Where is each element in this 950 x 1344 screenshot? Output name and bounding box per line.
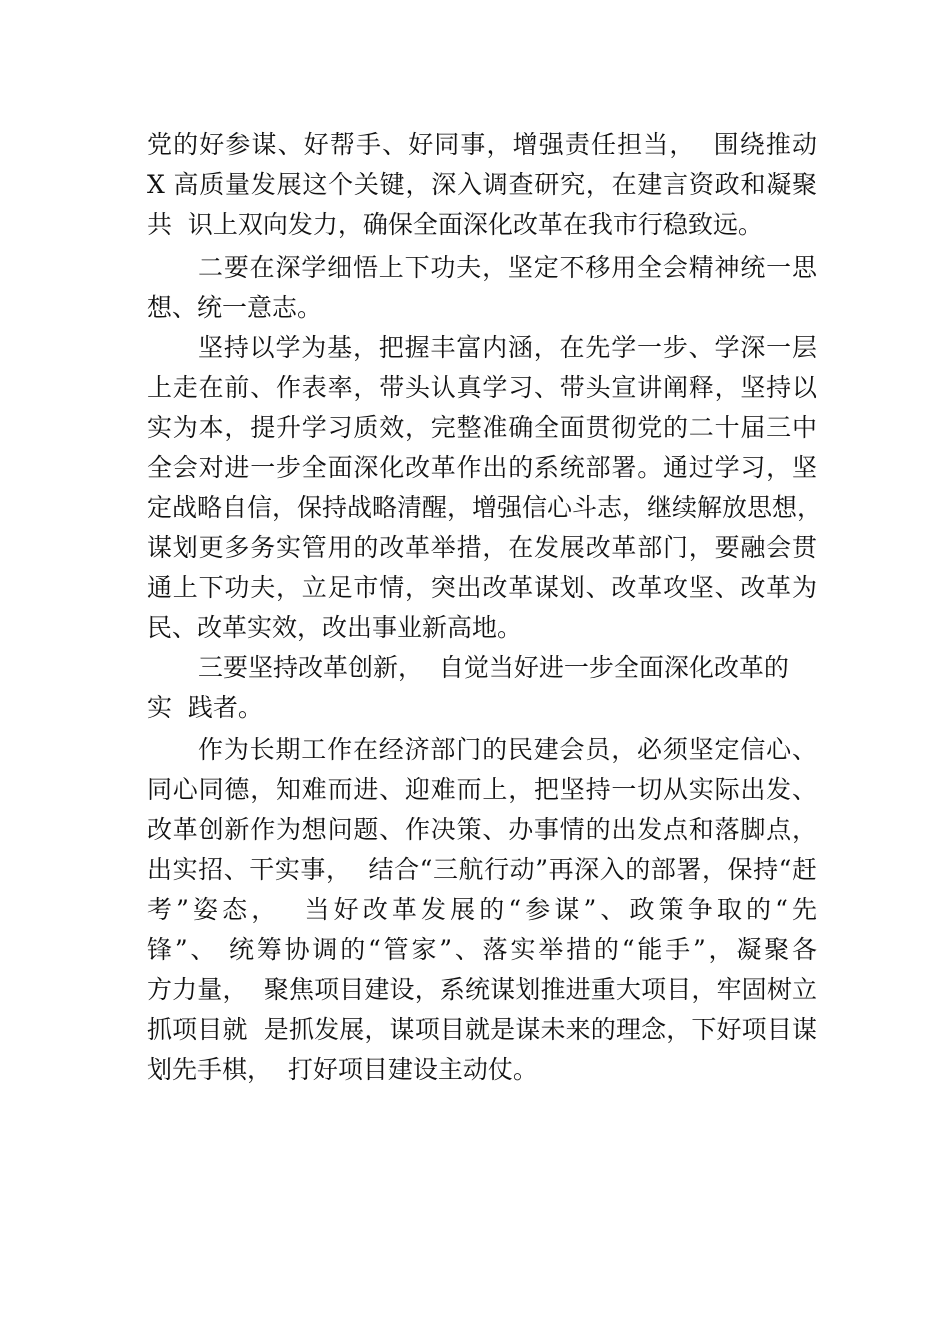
- text-line: 出实招、干实事， 结合“三航行动”再深入的部署，保持“赶: [147, 855, 817, 884]
- paragraph-heading-line: 三要坚持改革创新， 自觉当好进一步全面深化改革的: [198, 653, 789, 682]
- text-line: 民、改革实效，改出事业新高地。: [147, 613, 523, 642]
- text-line: 谋划更多务实管用的改革举措，在发展改革部门，要融会贯: [147, 533, 817, 562]
- text-line: 抓项目就 是抓发展，谋项目就是谋未来的理念，下好项目谋: [147, 1015, 817, 1044]
- text-line: 同心同德，知难而进、迎难而上，把坚持一切从实际出发、: [147, 775, 817, 804]
- text-line: 坚持以学为基，把握丰富内涵，在先学一步、学深一层: [198, 333, 817, 362]
- text-line: 改革创新作为想问题、作决策、办事情的出发点和落脚点，: [147, 815, 817, 844]
- text-line: 党的好参谋、好帮手、好同事，增强责任担当， 围绕推动: [147, 130, 817, 159]
- text-line: 划先手棋， 打好项目建设主动仗。: [147, 1055, 538, 1084]
- text-line: 方力量， 聚焦项目建设，系统谋划推进重大项目，牢固树立: [147, 975, 817, 1004]
- text-line: 全会对进一步全面深化改革作出的系统部署。通过学习，坚: [147, 453, 817, 482]
- text-line: 锋”、 统筹协调的“管家”、落实举措的“能手”，凝聚各: [147, 935, 817, 964]
- paragraph-heading-line: 实 践者。: [147, 693, 263, 722]
- text-line: 通上下功夫，立足市情，突出改革谋划、改革攻坚、改革为: [147, 573, 817, 602]
- text-line: 考”姿态， 当好改革发展的“参谋”、政策争取的“先: [147, 895, 817, 924]
- paragraph-heading-line: 想、统一意志。: [147, 293, 323, 322]
- text-line: 作为长期工作在经济部门的民建会员，必须坚定信心、: [198, 735, 817, 764]
- text-line: 共 识上双向发力，确保全面深化改革在我市行稳致远。: [147, 210, 763, 239]
- text-line: X 高质量发展这个关键，深入调查研究，在建言资政和凝聚: [147, 170, 817, 199]
- paragraph-heading-line: 二要在深学细悟上下功夫，坚定不移用全会精神统一思: [198, 253, 817, 282]
- text-line: 定战略自信，保持战略清醒，增强信心斗志，继续解放思想，: [147, 493, 823, 522]
- text-line: 实为本，提升学习质效，完整准确全面贯彻党的二十届三中: [147, 413, 817, 442]
- text-line: 上走在前、作表率，带头认真学习、带头宣讲阐释，坚持以: [147, 373, 817, 402]
